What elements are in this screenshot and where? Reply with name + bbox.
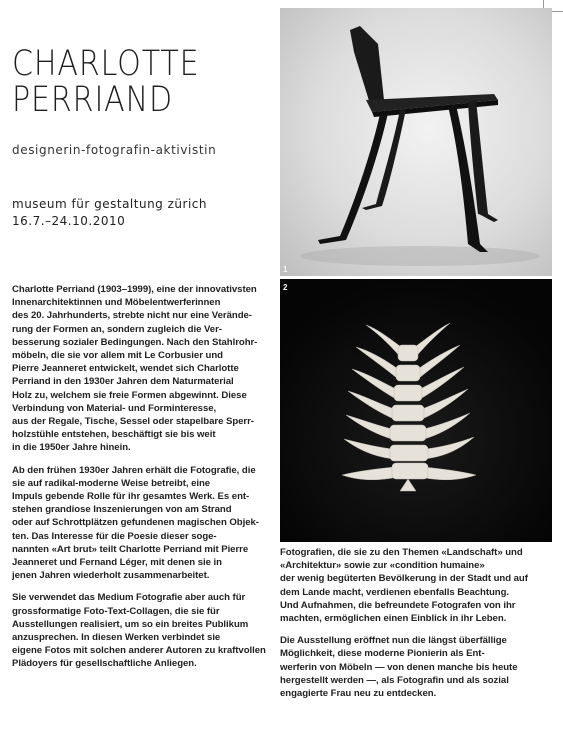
- text-line: besserung sozialer Bedingungen. Nach den Stahlrohr-: [12, 336, 258, 348]
- text-line: Charlotte Perriand (1903–1999), eine der innovativsten: [12, 284, 257, 295]
- paragraph: [12, 464, 274, 583]
- text-line: stehen grandiose Inszenierungen von am Strand: [12, 504, 232, 516]
- chair-photo-icon: [280, 8, 552, 276]
- photo-number-1: 1: [283, 265, 288, 274]
- text-line: Innenarchitektinnen und Möbelentwerferinnen: [12, 297, 221, 309]
- text-line: Pierre Jeanneret entwickelt, wendet sich Charlotte: [12, 363, 239, 375]
- text-line: in die 1950er Jahre hinein.: [12, 442, 131, 454]
- photo-bone-sculpture: [280, 279, 552, 542]
- photo-chair: [280, 8, 552, 276]
- subtitle: designerin-fotografin-aktivistin: [12, 143, 217, 157]
- venue-name: museum für gestaltung zürich: [12, 197, 207, 211]
- text-line: Sie verwendet das Medium Fotografie aber auch für: [12, 592, 246, 604]
- text-line: grossformatige Foto-Text-Collagen, die sie für: [12, 605, 220, 617]
- text-line: Möglichkeit, diese moderne Pionierin als Ent-: [280, 648, 485, 660]
- text-line: «Architektur» sowie zur «condition humaine»: [280, 560, 485, 572]
- text-line: jenen Jahren wiederholt zusammenarbeitet.: [12, 570, 210, 582]
- paragraph: [280, 634, 552, 700]
- body-text-right-column: [280, 546, 552, 709]
- bone-sculpture-photo-icon: [280, 279, 552, 542]
- text-line: holzstühle entstehen, beschäftigt sie bis weit: [12, 429, 216, 441]
- paragraph: [12, 283, 274, 455]
- text-line: der wenig begüterten Bevölkerung in der Stadt und auf: [280, 573, 528, 585]
- text-line: Jeanneret und Fernand Léger, mit denen sie in: [12, 557, 222, 569]
- text-line: nannten «Art brut» teilt Charlotte Perriand mit Pierre: [12, 543, 249, 555]
- text-line: oder auf Schrottplätzen gefundenen magischen Objek-: [12, 517, 259, 529]
- text-line: rung der Formen an, sondern zugleich die Ver-: [12, 323, 222, 335]
- paragraph: [280, 546, 552, 625]
- body-text-left-column: [12, 283, 274, 680]
- venue-block: [12, 196, 207, 230]
- text-line: Fotografien, die sie zu den Themen «Landschaft» und: [280, 547, 523, 558]
- text-line: Ab den frühen 1930er Jahren erhält die Fotografie, die: [12, 464, 256, 476]
- text-line: möbeln, die sie vor allem mit Le Corbusier und: [12, 350, 223, 362]
- text-line: eigene Fotos mit solchen anderer Autoren zu kraftvollen: [12, 645, 266, 657]
- text-line: Perriand in den 1930er Jahren dem Naturmaterial: [12, 376, 234, 388]
- photo-number-2: 2: [283, 283, 288, 292]
- text-line: anzusprechen. In diesen Werken verbindet sie: [12, 632, 221, 644]
- text-line: engagierte Frau neu zu entdecken.: [280, 688, 437, 700]
- text-line: dem Lande macht, verdienen ebenfalls Beachtung.: [280, 586, 510, 598]
- page-title: [12, 46, 200, 118]
- text-line: Die Ausstellung eröffnet nun die längst überfällige: [280, 635, 507, 647]
- title-line-1: CHARLOTTE: [12, 44, 200, 84]
- text-line: Verbindung von Material- und Forminteresse,: [12, 402, 217, 414]
- text-line: des 20. Jahrhunderts, strebte nicht nur eine Verände-: [12, 310, 252, 322]
- text-line: Ausstellungen realisiert, um so ein breites Publikum: [12, 618, 249, 630]
- text-line: werferin von Möbeln — von denen manche bis heute: [280, 661, 518, 673]
- text-line: hergestellt werden —, als Fotografin und als sozial: [280, 674, 509, 686]
- exhibition-dates: 16.7.–24.10.2010: [12, 214, 126, 228]
- paragraph: [12, 591, 274, 670]
- text-line: aus der Regale, Tische, Sessel oder stapelbare Sperr-: [12, 416, 254, 428]
- text-line: Holz zu, welchem sie freie Formen abgewinnt. Diese: [12, 389, 247, 401]
- text-line: sie auf radikal-moderne Weise betreibt, eine: [12, 477, 211, 489]
- text-line: machten, ermöglichen einen Einblick in ihr Leben.: [280, 613, 507, 625]
- text-line: Plädoyers für gesellschaftliche Anliegen.: [12, 658, 197, 670]
- text-line: ten. Das Interesse für die Poesie dieser soge-: [12, 530, 217, 542]
- text-line: Und Aufnahmen, die befreundete Fotografen von ihr: [280, 599, 516, 611]
- title-line-2: PERRIAND: [12, 80, 174, 120]
- text-line: Impuls gebende Rolle für ihr gesamtes Werk. Es ent-: [12, 491, 250, 503]
